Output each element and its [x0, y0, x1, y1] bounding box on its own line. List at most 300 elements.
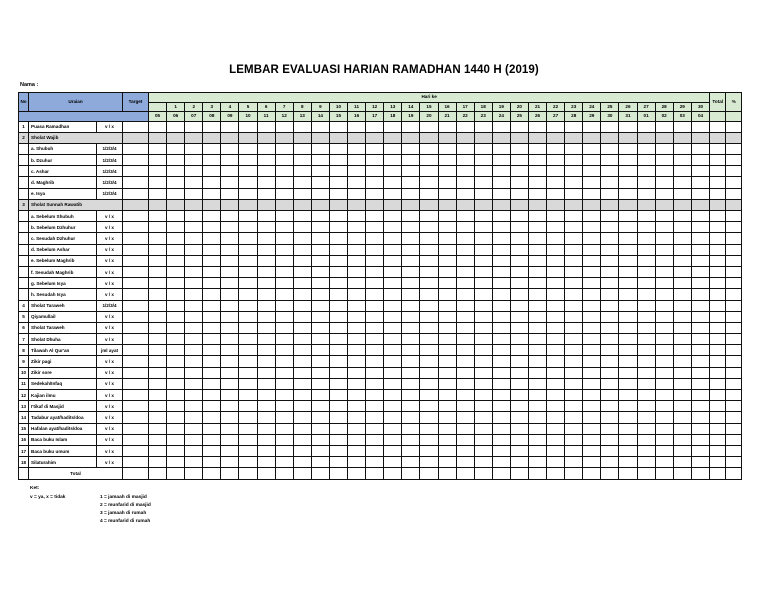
day-cell[interactable]: [149, 300, 167, 311]
day-cell[interactable]: [149, 334, 167, 345]
day-cell[interactable]: [601, 155, 619, 166]
day-cell[interactable]: [528, 434, 546, 445]
day-cell[interactable]: [528, 345, 546, 356]
day-cell[interactable]: [275, 412, 293, 423]
day-cell[interactable]: [438, 143, 456, 154]
day-cell[interactable]: [583, 390, 601, 401]
day-cell[interactable]: [474, 334, 492, 345]
day-cell[interactable]: [366, 412, 384, 423]
day-cell[interactable]: [275, 233, 293, 244]
day-cell[interactable]: [329, 345, 347, 356]
day-cell[interactable]: [583, 434, 601, 445]
day-cell[interactable]: [149, 222, 167, 233]
day-cell[interactable]: [402, 434, 420, 445]
day-cell[interactable]: [402, 322, 420, 333]
day-cell[interactable]: [293, 311, 311, 322]
day-cell[interactable]: [239, 177, 257, 188]
day-cell[interactable]: [293, 322, 311, 333]
day-cell[interactable]: [402, 244, 420, 255]
day-cell[interactable]: [510, 233, 528, 244]
day-cell[interactable]: [257, 356, 275, 367]
day-cell[interactable]: [348, 322, 366, 333]
day-cell[interactable]: [293, 367, 311, 378]
day-cell[interactable]: [167, 434, 185, 445]
day-cell[interactable]: [655, 233, 673, 244]
day-cell[interactable]: [402, 445, 420, 456]
day-cell[interactable]: [348, 177, 366, 188]
day-cell[interactable]: [329, 434, 347, 445]
day-cell[interactable]: [619, 423, 637, 434]
day-cell[interactable]: [348, 266, 366, 277]
day-cell[interactable]: [167, 334, 185, 345]
day-cell[interactable]: [619, 222, 637, 233]
day-cell[interactable]: [203, 233, 221, 244]
day-cell[interactable]: [402, 211, 420, 222]
day-cell[interactable]: [221, 188, 239, 199]
day-cell[interactable]: [257, 457, 275, 468]
day-cell[interactable]: [438, 423, 456, 434]
day-cell[interactable]: [528, 278, 546, 289]
day-cell[interactable]: [384, 266, 402, 277]
day-cell[interactable]: [691, 334, 709, 345]
day-cell[interactable]: [167, 390, 185, 401]
day-cell[interactable]: [691, 412, 709, 423]
day-cell[interactable]: [384, 177, 402, 188]
day-cell[interactable]: [510, 334, 528, 345]
day-cell[interactable]: [420, 211, 438, 222]
day-cell[interactable]: [438, 211, 456, 222]
day-cell[interactable]: [565, 434, 583, 445]
day-cell[interactable]: [673, 289, 691, 300]
day-cell[interactable]: [257, 367, 275, 378]
day-cell[interactable]: [366, 266, 384, 277]
day-cell[interactable]: [528, 401, 546, 412]
day-cell[interactable]: [203, 188, 221, 199]
day-cell[interactable]: [547, 177, 565, 188]
day-cell[interactable]: [420, 188, 438, 199]
day-cell[interactable]: [474, 155, 492, 166]
day-cell[interactable]: [583, 266, 601, 277]
day-cell[interactable]: [203, 222, 221, 233]
day-cell[interactable]: [565, 390, 583, 401]
day-cell[interactable]: [655, 177, 673, 188]
day-cell[interactable]: [655, 457, 673, 468]
day-cell[interactable]: [311, 211, 329, 222]
day-cell[interactable]: [637, 334, 655, 345]
day-cell[interactable]: [239, 266, 257, 277]
day-cell[interactable]: [366, 311, 384, 322]
day-cell[interactable]: [601, 457, 619, 468]
day-cell[interactable]: [239, 188, 257, 199]
day-cell[interactable]: [565, 378, 583, 389]
day-cell[interactable]: [293, 143, 311, 154]
day-cell[interactable]: [257, 143, 275, 154]
day-cell[interactable]: [528, 211, 546, 222]
day-cell[interactable]: [311, 345, 329, 356]
day-cell[interactable]: [510, 211, 528, 222]
day-cell[interactable]: [348, 155, 366, 166]
day-cell[interactable]: [348, 345, 366, 356]
day-cell[interactable]: [420, 289, 438, 300]
day-cell[interactable]: [637, 121, 655, 132]
day-cell[interactable]: [275, 143, 293, 154]
day-cell[interactable]: [637, 457, 655, 468]
day-cell[interactable]: [384, 289, 402, 300]
day-cell[interactable]: [293, 412, 311, 423]
day-cell[interactable]: [348, 412, 366, 423]
day-cell[interactable]: [185, 188, 203, 199]
day-cell[interactable]: [257, 188, 275, 199]
day-cell[interactable]: [691, 121, 709, 132]
day-cell[interactable]: [510, 244, 528, 255]
day-cell[interactable]: [348, 143, 366, 154]
day-cell[interactable]: [348, 255, 366, 266]
day-cell[interactable]: [420, 390, 438, 401]
day-cell[interactable]: [655, 311, 673, 322]
day-cell[interactable]: [456, 222, 474, 233]
day-cell[interactable]: [547, 445, 565, 456]
day-cell[interactable]: [221, 266, 239, 277]
day-cell[interactable]: [474, 143, 492, 154]
day-cell[interactable]: [691, 378, 709, 389]
day-cell[interactable]: [329, 188, 347, 199]
day-cell[interactable]: [547, 233, 565, 244]
day-cell[interactable]: [221, 390, 239, 401]
day-cell[interactable]: [203, 401, 221, 412]
day-cell[interactable]: [510, 412, 528, 423]
day-cell[interactable]: [456, 300, 474, 311]
day-cell[interactable]: [583, 334, 601, 345]
day-cell[interactable]: [384, 412, 402, 423]
day-cell[interactable]: [637, 401, 655, 412]
day-cell[interactable]: [311, 177, 329, 188]
day-cell[interactable]: [619, 143, 637, 154]
day-cell[interactable]: [293, 244, 311, 255]
day-cell[interactable]: [366, 177, 384, 188]
day-cell[interactable]: [619, 278, 637, 289]
day-cell[interactable]: [203, 300, 221, 311]
day-cell[interactable]: [528, 177, 546, 188]
day-cell[interactable]: [239, 457, 257, 468]
day-cell[interactable]: [185, 222, 203, 233]
day-cell[interactable]: [239, 434, 257, 445]
day-cell[interactable]: [329, 278, 347, 289]
day-cell[interactable]: [420, 445, 438, 456]
day-cell[interactable]: [492, 211, 510, 222]
day-cell[interactable]: [402, 278, 420, 289]
day-cell[interactable]: [221, 143, 239, 154]
day-cell[interactable]: [456, 401, 474, 412]
day-cell[interactable]: [348, 233, 366, 244]
day-cell[interactable]: [149, 322, 167, 333]
day-cell[interactable]: [492, 233, 510, 244]
day-cell[interactable]: [547, 255, 565, 266]
day-cell[interactable]: [565, 278, 583, 289]
day-cell[interactable]: [565, 423, 583, 434]
day-cell[interactable]: [492, 155, 510, 166]
day-cell[interactable]: [257, 121, 275, 132]
day-cell[interactable]: [510, 367, 528, 378]
day-cell[interactable]: [420, 143, 438, 154]
day-cell[interactable]: [474, 345, 492, 356]
day-cell[interactable]: [565, 311, 583, 322]
day-cell[interactable]: [655, 423, 673, 434]
day-cell[interactable]: [474, 322, 492, 333]
day-cell[interactable]: [655, 401, 673, 412]
day-cell[interactable]: [673, 311, 691, 322]
day-cell[interactable]: [221, 121, 239, 132]
day-cell[interactable]: [691, 278, 709, 289]
day-cell[interactable]: [673, 278, 691, 289]
day-cell[interactable]: [456, 155, 474, 166]
day-cell[interactable]: [293, 177, 311, 188]
day-cell[interactable]: [673, 143, 691, 154]
day-cell[interactable]: [203, 334, 221, 345]
day-cell[interactable]: [601, 177, 619, 188]
day-cell[interactable]: [149, 278, 167, 289]
day-cell[interactable]: [329, 423, 347, 434]
day-cell[interactable]: [167, 166, 185, 177]
day-cell[interactable]: [185, 177, 203, 188]
day-cell[interactable]: [311, 188, 329, 199]
day-cell[interactable]: [384, 121, 402, 132]
day-cell[interactable]: [474, 311, 492, 322]
day-cell[interactable]: [185, 155, 203, 166]
day-cell[interactable]: [438, 222, 456, 233]
day-cell[interactable]: [474, 378, 492, 389]
day-cell[interactable]: [239, 121, 257, 132]
day-cell[interactable]: [619, 378, 637, 389]
day-cell[interactable]: [492, 345, 510, 356]
day-cell[interactable]: [366, 188, 384, 199]
day-cell[interactable]: [167, 378, 185, 389]
day-cell[interactable]: [311, 367, 329, 378]
day-cell[interactable]: [456, 457, 474, 468]
day-cell[interactable]: [474, 244, 492, 255]
day-cell[interactable]: [528, 311, 546, 322]
day-cell[interactable]: [149, 423, 167, 434]
day-cell[interactable]: [528, 143, 546, 154]
day-cell[interactable]: [474, 356, 492, 367]
day-cell[interactable]: [203, 345, 221, 356]
day-cell[interactable]: [474, 177, 492, 188]
day-cell[interactable]: [348, 356, 366, 367]
day-cell[interactable]: [329, 311, 347, 322]
day-cell[interactable]: [366, 334, 384, 345]
day-cell[interactable]: [456, 188, 474, 199]
day-cell[interactable]: [420, 222, 438, 233]
day-cell[interactable]: [275, 278, 293, 289]
day-cell[interactable]: [655, 334, 673, 345]
day-cell[interactable]: [293, 345, 311, 356]
day-cell[interactable]: [311, 121, 329, 132]
day-cell[interactable]: [311, 378, 329, 389]
day-cell[interactable]: [384, 345, 402, 356]
day-cell[interactable]: [239, 155, 257, 166]
day-cell[interactable]: [329, 378, 347, 389]
day-cell[interactable]: [474, 266, 492, 277]
day-cell[interactable]: [366, 300, 384, 311]
day-cell[interactable]: [601, 423, 619, 434]
day-cell[interactable]: [275, 121, 293, 132]
day-cell[interactable]: [673, 244, 691, 255]
day-cell[interactable]: [221, 233, 239, 244]
day-cell[interactable]: [221, 300, 239, 311]
day-cell[interactable]: [329, 233, 347, 244]
day-cell[interactable]: [637, 300, 655, 311]
day-cell[interactable]: [384, 244, 402, 255]
day-cell[interactable]: [691, 244, 709, 255]
day-cell[interactable]: [348, 244, 366, 255]
day-cell[interactable]: [257, 166, 275, 177]
day-cell[interactable]: [239, 345, 257, 356]
day-cell[interactable]: [438, 322, 456, 333]
day-cell[interactable]: [384, 334, 402, 345]
day-cell[interactable]: [673, 155, 691, 166]
day-cell[interactable]: [438, 457, 456, 468]
day-cell[interactable]: [203, 367, 221, 378]
day-cell[interactable]: [528, 390, 546, 401]
day-cell[interactable]: [510, 390, 528, 401]
day-cell[interactable]: [655, 300, 673, 311]
day-cell[interactable]: [203, 155, 221, 166]
day-cell[interactable]: [221, 177, 239, 188]
day-cell[interactable]: [637, 266, 655, 277]
day-cell[interactable]: [637, 445, 655, 456]
day-cell[interactable]: [275, 356, 293, 367]
day-cell[interactable]: [167, 211, 185, 222]
day-cell[interactable]: [348, 434, 366, 445]
day-cell[interactable]: [275, 401, 293, 412]
day-cell[interactable]: [221, 356, 239, 367]
day-cell[interactable]: [366, 166, 384, 177]
day-cell[interactable]: [185, 211, 203, 222]
day-cell[interactable]: [257, 434, 275, 445]
day-cell[interactable]: [547, 334, 565, 345]
day-cell[interactable]: [456, 233, 474, 244]
day-cell[interactable]: [474, 166, 492, 177]
day-cell[interactable]: [510, 188, 528, 199]
day-cell[interactable]: [329, 211, 347, 222]
day-cell[interactable]: [293, 390, 311, 401]
day-cell[interactable]: [565, 334, 583, 345]
day-cell[interactable]: [456, 423, 474, 434]
day-cell[interactable]: [203, 255, 221, 266]
day-cell[interactable]: [474, 188, 492, 199]
day-cell[interactable]: [565, 289, 583, 300]
day-cell[interactable]: [167, 457, 185, 468]
day-cell[interactable]: [239, 300, 257, 311]
day-cell[interactable]: [691, 289, 709, 300]
day-cell[interactable]: [601, 266, 619, 277]
day-cell[interactable]: [492, 177, 510, 188]
day-cell[interactable]: [456, 311, 474, 322]
day-cell[interactable]: [547, 266, 565, 277]
day-cell[interactable]: [691, 390, 709, 401]
day-cell[interactable]: [329, 334, 347, 345]
day-cell[interactable]: [203, 378, 221, 389]
day-cell[interactable]: [601, 378, 619, 389]
day-cell[interactable]: [619, 244, 637, 255]
day-cell[interactable]: [583, 300, 601, 311]
day-cell[interactable]: [149, 345, 167, 356]
day-cell[interactable]: [366, 401, 384, 412]
day-cell[interactable]: [185, 289, 203, 300]
day-cell[interactable]: [420, 166, 438, 177]
day-cell[interactable]: [420, 423, 438, 434]
day-cell[interactable]: [565, 166, 583, 177]
day-cell[interactable]: [329, 266, 347, 277]
day-cell[interactable]: [275, 390, 293, 401]
day-cell[interactable]: [492, 434, 510, 445]
day-cell[interactable]: [528, 412, 546, 423]
day-cell[interactable]: [637, 289, 655, 300]
day-cell[interactable]: [221, 222, 239, 233]
day-cell[interactable]: [348, 401, 366, 412]
day-cell[interactable]: [311, 334, 329, 345]
day-cell[interactable]: [601, 166, 619, 177]
day-cell[interactable]: [673, 457, 691, 468]
day-cell[interactable]: [185, 166, 203, 177]
day-cell[interactable]: [492, 222, 510, 233]
day-cell[interactable]: [420, 356, 438, 367]
day-cell[interactable]: [293, 434, 311, 445]
day-cell[interactable]: [221, 378, 239, 389]
day-cell[interactable]: [239, 356, 257, 367]
day-cell[interactable]: [402, 457, 420, 468]
day-cell[interactable]: [221, 311, 239, 322]
day-cell[interactable]: [438, 390, 456, 401]
day-cell[interactable]: [149, 412, 167, 423]
day-cell[interactable]: [456, 278, 474, 289]
day-cell[interactable]: [691, 434, 709, 445]
day-cell[interactable]: [691, 222, 709, 233]
day-cell[interactable]: [547, 457, 565, 468]
day-cell[interactable]: [492, 255, 510, 266]
day-cell[interactable]: [402, 356, 420, 367]
day-cell[interactable]: [329, 143, 347, 154]
day-cell[interactable]: [619, 211, 637, 222]
day-cell[interactable]: [673, 222, 691, 233]
day-cell[interactable]: [510, 300, 528, 311]
day-cell[interactable]: [420, 233, 438, 244]
day-cell[interactable]: [239, 334, 257, 345]
day-cell[interactable]: [167, 322, 185, 333]
day-cell[interactable]: [203, 289, 221, 300]
day-cell[interactable]: [402, 255, 420, 266]
day-cell[interactable]: [275, 345, 293, 356]
day-cell[interactable]: [366, 278, 384, 289]
day-cell[interactable]: [257, 211, 275, 222]
day-cell[interactable]: [456, 378, 474, 389]
day-cell[interactable]: [637, 278, 655, 289]
day-cell[interactable]: [474, 390, 492, 401]
day-cell[interactable]: [348, 311, 366, 322]
day-cell[interactable]: [149, 188, 167, 199]
day-cell[interactable]: [239, 278, 257, 289]
day-cell[interactable]: [492, 289, 510, 300]
day-cell[interactable]: [311, 155, 329, 166]
day-cell[interactable]: [275, 244, 293, 255]
day-cell[interactable]: [510, 278, 528, 289]
day-cell[interactable]: [329, 390, 347, 401]
day-cell[interactable]: [456, 322, 474, 333]
day-cell[interactable]: [366, 211, 384, 222]
day-cell[interactable]: [601, 244, 619, 255]
day-cell[interactable]: [619, 177, 637, 188]
day-cell[interactable]: [384, 378, 402, 389]
day-cell[interactable]: [619, 166, 637, 177]
